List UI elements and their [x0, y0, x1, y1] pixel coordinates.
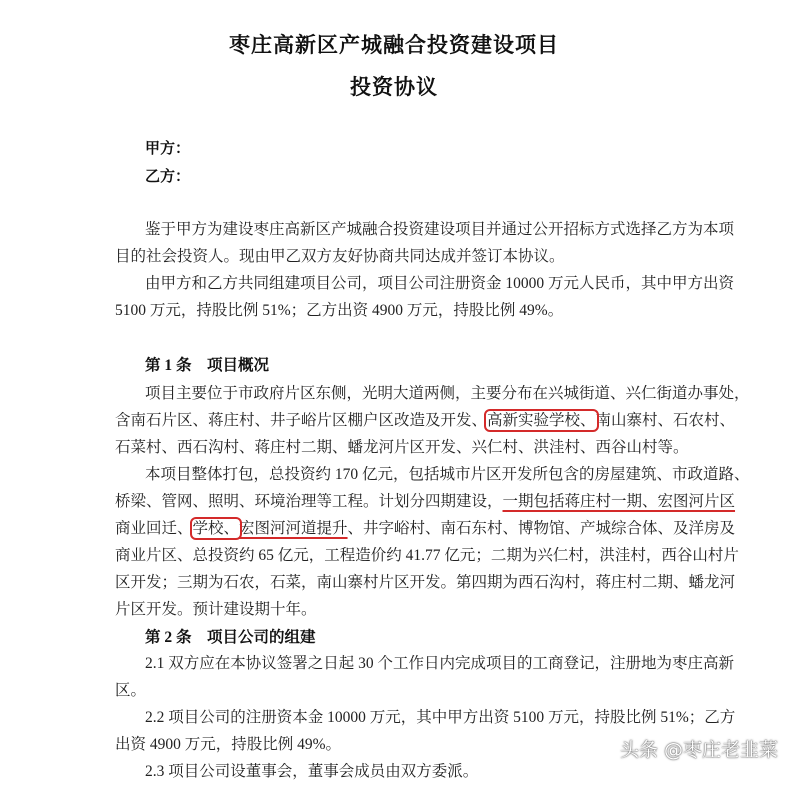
- text-line: [115, 407, 736, 434]
- text-line: [115, 434, 703, 461]
- text-line: [115, 542, 739, 569]
- text-line: [115, 731, 703, 758]
- text-line: [115, 650, 735, 677]
- text-line: [115, 515, 736, 542]
- text-line: [115, 243, 703, 270]
- text-segment: 区。: [115, 682, 147, 699]
- red-underline-highlight: 一期包括蒋庄村一期、宏图河片区: [502, 493, 736, 510]
- section-2-heading: [115, 624, 703, 651]
- document-title: 枣庄高新区产城融合投资建设项目: [229, 33, 559, 57]
- text-segment: 2.3 项目公司设董事会，董事会成员由双方委派。: [145, 763, 479, 780]
- text-line: [115, 270, 735, 297]
- text-segment: 商业回迁、: [115, 520, 193, 537]
- section-1-body: [115, 380, 750, 623]
- text-segment: 目的社会投资人。现由甲乙双方友好协商共同达成并签订本协议。: [115, 248, 565, 265]
- red-underline-highlight: 宏图河河道提升: [239, 520, 348, 537]
- party-a-label: 甲方：: [145, 141, 191, 157]
- text-segment: 片区开发。预计建设期十年。: [115, 601, 317, 618]
- text-line: [115, 461, 750, 488]
- text-segment: 石菜村、西石沟村、蒋庄村二期、蟠龙河片区开发、兴仁村、洪洼村、西谷山村等。: [115, 439, 689, 456]
- text-segment: 出资 4900 万元，持股比例 49%。: [115, 736, 342, 753]
- text-segment: 本项目整体打包，总投资约 170 亿元，包括城市片区开发所包含的房屋建筑、市政道路、: [145, 466, 750, 483]
- watermark: 头条 @枣庄老韭菜: [620, 739, 779, 761]
- section-heading: 第 2 条 项目公司的组建: [145, 629, 316, 646]
- text-line: [115, 596, 703, 623]
- text-line: [115, 704, 736, 731]
- text-segment: 商业片区、总投资约 65 亿元，工程造价约 41.77 亿元；二期为兴仁村，洪洼村，西谷山村片: [115, 547, 739, 564]
- section-heading: 第 1 条 项目概况: [145, 357, 270, 374]
- red-box-highlight: 学校、: [192, 520, 240, 537]
- section-2-body: [115, 650, 736, 785]
- text-line: [115, 216, 735, 243]
- text-segment: 项目主要位于市政府片区东侧，光明大道两侧，主要分布在兴城街道、兴仁街道办事处，: [145, 385, 750, 402]
- red-box-highlight: 高新实验学校、: [487, 412, 596, 429]
- text-segment: 2.2 项目公司的注册资本金 10000 万元，其中甲方出资 5100 万元，持股比例 51%；乙方: [145, 709, 736, 726]
- text-line: [115, 380, 750, 407]
- text-segment: 桥梁、管网、照明、环境治理等工程。计划分四期建设，: [115, 493, 503, 510]
- text-segment: 5100 万元，持股比例 51%；乙方出资 4900 万元，持股比例 49%。: [115, 302, 564, 319]
- text-segment: 、井字峪村、南石东村、博物馆、产城综合体、及洋房及: [347, 520, 736, 537]
- section-1-heading: [115, 352, 703, 379]
- document-subtitle: 投资协议: [350, 75, 438, 99]
- text-segment: 南山寨村、石农村、: [595, 412, 736, 429]
- party-b-label: 乙方：: [145, 169, 191, 185]
- text-segment: 由甲方和乙方共同组建项目公司，项目公司注册资金 10000 万元人民币，其中甲方出资: [145, 275, 735, 292]
- text-line: [115, 297, 703, 324]
- text-line: [115, 758, 703, 785]
- text-segment: 鉴于甲方为建设枣庄高新区产城融合投资建设项目并通过公开招标方式选择乙方为本项: [145, 221, 735, 238]
- text-line: [115, 488, 736, 515]
- text-segment: 区开发；三期为石农，石菜，南山寨村片区开发。第四期为西石沟村，蒋庄村二期、蟠龙河: [115, 574, 736, 591]
- intro-paragraphs: [115, 216, 735, 324]
- text-line: [115, 569, 736, 596]
- text-segment: 含南石片区、蒋庄村、井子峪片区棚户区改造及开发、: [115, 412, 488, 429]
- text-line: [115, 677, 703, 704]
- text-segment: 2.1 双方应在本协议签署之日起 30 个工作日内完成项目的工商登记，注册地为枣庄高新: [145, 655, 735, 672]
